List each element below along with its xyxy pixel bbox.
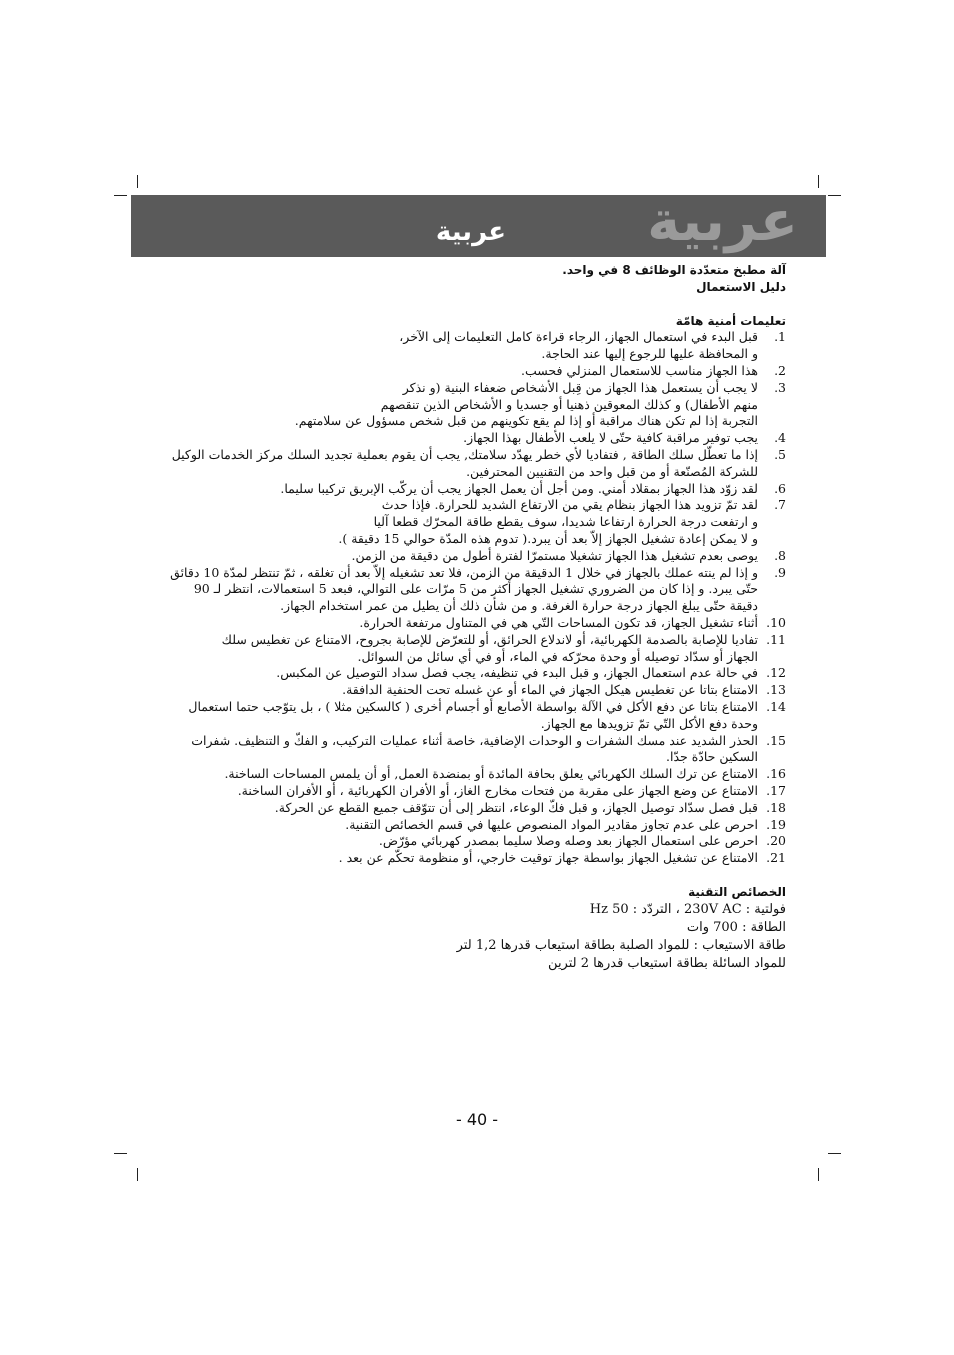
safety-item-number: 7. [774, 497, 786, 513]
safety-item [180, 682, 786, 699]
safety-item [170, 564, 786, 615]
safety-item-line: دقيقة حتّى يبلغ الجهاز درجة حرارة الغرفة. و من شأن ذلك أن يطيل من عمر استخدام الجهاز. [280, 598, 758, 614]
safety-item [180, 329, 786, 363]
safety-item-number: 4. [774, 430, 786, 446]
safety-item-number: 5. [774, 446, 786, 462]
safety-item-number: 18. [766, 799, 786, 815]
language-banner [131, 189, 826, 257]
crop-mark-bottom-left-h [114, 1153, 127, 1154]
safety-item [180, 817, 786, 834]
safety-item [180, 665, 786, 682]
safety-item-line: الامتناع عن وضع الجهاز على مقربة من فتحات مخارج الغاز، أو الأفران الكهربائية ، أو الأفران الساخنة. [237, 782, 758, 798]
safety-item-number: 1. [774, 329, 786, 345]
safety-item-line: الامتناع عن تشغيل الجهاز بواسطة جهاز توقيت خارجي، أو منظومة تحكّم عن بعد . [338, 850, 758, 866]
safety-item-text [180, 817, 758, 834]
banner-watermark: عربية [647, 189, 798, 254]
safety-item-line: للشركة المُصنّعة أو من قبل واحد من التقنيين المحترفين. [466, 463, 758, 479]
safety-item-text [180, 850, 758, 867]
safety-item-number: 2. [774, 362, 786, 378]
safety-item-line: و المحافظة عليها للرجوع إليها عند الحاجة. [541, 346, 758, 362]
safety-item-number: 12. [766, 665, 786, 681]
crop-mark-bottom-left [137, 1168, 138, 1181]
safety-item-text [180, 615, 758, 632]
safety-item-line: السكين حادّة جدّا. [666, 749, 758, 765]
safety-item-line: منهم الأطفال) و كذلك المعوقين ذهنيا أو جسديا و الأشخاص الذين تنقصهم [380, 396, 758, 412]
safety-item [180, 380, 786, 430]
product-line: آلة مطبخ متعدّدة الوظائف 8 في واحد. [562, 263, 786, 277]
safety-item [180, 800, 786, 817]
safety-item-text [180, 682, 758, 699]
safety-item-line: في حالة عدم استعمال الجهاز، و قبل البدء في تنظيفه، يجب فصل سداد التوصيل عن المكبس. [276, 665, 758, 681]
banner-title: عربية [435, 217, 506, 247]
safety-item-number: 14. [766, 698, 786, 714]
safety-item-line: الجهاز أو سدّاد توصيله أو وحدة محرّكه في الماء، أو في أي سائل من السوائل. [357, 648, 758, 664]
crop-mark-bottom-right-h [828, 1153, 841, 1154]
safety-item-line: قبل البدء في استعمال الجهاز، الرجاء قراءة كامل التعليمات إلى الآخر، [399, 329, 758, 345]
safety-item-line: أثناء تشغيل الجهاز، قد تكون المساحات التّي هي في المتناول مرتفعة الحرارة. [359, 614, 758, 630]
safety-item-line: الامتناع بتاتا عن دفع الأكل في الآلة بواسطة الأصابع أو أجسام أخرى ( كالسكين مثلا ) ، بل يتوّجب حتما استعمال [188, 698, 758, 714]
safety-item-number: 15. [766, 732, 786, 748]
safety-item-line: حتّى يبرد. و إذا كان من الضروري تشغيل الجهاز أكثر من 5 مرّات على التوالي، فبعد 5 استعمالات، انتظر لـ 90 [193, 581, 758, 597]
crop-mark-top-left [137, 175, 138, 188]
safety-item [180, 615, 786, 632]
safety-item [180, 850, 786, 867]
safety-item-line: تفاديا للإصابة بالصدمة الكهربائية، أو لاندلاع الحرائق، أو للتعرّض للإصابة بجروح، الامتناع عن تغطيس سلك [221, 631, 758, 647]
safety-item-text [180, 481, 758, 498]
safety-item-line: إذا ما تعطّل سلك الطاقة , فتفاديا لأي خطر يهدّد سلامتك, يجب أن يقوم بعملية تجديد السلك مركز الخدمات الوكيل [171, 446, 758, 462]
safety-item-number: 9. [774, 564, 786, 580]
safety-item-number: 11. [766, 631, 786, 647]
safety-item-number: 20. [766, 833, 786, 849]
safety-item [180, 497, 786, 547]
crop-mark-top-right-h [828, 195, 841, 196]
safety-item-text [180, 548, 758, 565]
safety-item-text [180, 380, 758, 430]
safety-item-line: التجربة إذا لم تكن هناك مراقبة أو إذا لم يقع تكوينهم من قبل شخص مسؤول عن سلامتهم. [294, 413, 758, 429]
safety-item-text [180, 497, 758, 547]
safety-item-line: احرص على عدم تجاوز مقادير المواد المنصوص عليها في قسم الخصائص التقنية. [345, 816, 758, 832]
safety-item [180, 548, 786, 565]
safety-item-number: 16. [766, 766, 786, 782]
safety-item-line: لا يجب أن يستعمل هذا الجهاز من قِبل الأشخاص ضعفاء البنية (و نذكر [402, 379, 758, 395]
safety-item-line: وحدة دفع الأكل التّي تمّ تزويدها مع الجهاز. [540, 715, 758, 731]
safety-item-line: قبل فصل سدّاد توصيل الجهاز، و قبل فكّ الوعاء، انتظر إلى أن تتوّقف جميع القطع عن الحركة. [274, 799, 758, 815]
safety-item-number: 8. [774, 547, 786, 563]
safety-item [180, 833, 786, 850]
specs-list [180, 901, 786, 973]
safety-item [180, 481, 786, 498]
safety-item-text [170, 565, 758, 615]
crop-mark-top-left-h [114, 195, 127, 196]
crop-mark-bottom-right [818, 1168, 819, 1181]
safety-item-line: لقد تمّ تزويد هذا الجهاز بنظام يقي من الارتفاع الشديد للحرارة. فإذا حدث [381, 497, 758, 513]
safety-item [171, 446, 786, 481]
safety-item-number: 10. [766, 614, 786, 630]
safety-item-line: و ارتفعت درجة الحرارة ارتفاعا شديدا، سوف يقطع طاقة المحرّك قطعا آليا [373, 514, 758, 530]
safety-item-text [180, 363, 758, 380]
safety-item [180, 632, 786, 666]
safety-item-line: الحذر الشديد عند مسك الشفرات و الوحدات الإضافية، خاصة أثناء عمليات التركيب، و الفكّ و التنظيف. شفرات [191, 732, 758, 748]
safety-item-text [180, 632, 758, 666]
spec-line: فولتية : 230V AC ، التردّد : 50 Hz [589, 901, 786, 917]
spec-line: الطاقة : 700 وات [686, 919, 786, 935]
safety-item-line: يجب توفير مراقبة كافية حتّى لا يلعب الأطفال بهذا الجهاز. [463, 430, 758, 446]
safety-item-line: لقد زوّد هذا الجهاز بمقلاد أمني. ومن أجل أن يعمل الجهاز يجب أن يركّب الإبريق تركيبا سليما. [280, 480, 758, 496]
safety-item-line: و لا يمكن إعادة تشغيل الجهاز إلاّ بعد أن يبرد.( تدوم هذه المدّة حوالي 15 دقيقة ). [338, 530, 758, 546]
safety-item-number: 6. [774, 480, 786, 496]
safety-item-line: الامتناع بتاتا عن تغطيس هيكل الجهاز في الماء أو عن غسله تحت الحنفية الدافقة. [342, 682, 758, 698]
manual-line: دليل الاستعمال [696, 279, 786, 294]
safety-title: تعليمات أمنية هامّة [675, 313, 786, 328]
specs-title: الخصائص التقنية [688, 884, 786, 899]
safety-item [180, 363, 786, 380]
safety-item-text [180, 329, 758, 363]
safety-item-line: يوصى بعدم تشغيل هذا الجهاز تشغيلا مستمرّا لفترة أطول من دقيقة من الزمن. [351, 547, 758, 563]
safety-item-number: 17. [766, 782, 786, 798]
safety-item [180, 699, 786, 733]
safety-item [180, 783, 786, 800]
safety-item-text [180, 699, 758, 733]
safety-item-text [180, 766, 758, 783]
safety-item-line: و إذا لم ينته عملك بالجهاز في خلال 1 الدقيقة من الزمن، فلا تعد تشغيله إلاّ بعد أن تغلقه ، ثمّ تنتظر لمدّة 10 دقائق [170, 564, 758, 580]
safety-item-text [180, 783, 758, 800]
safety-list [170, 329, 786, 867]
safety-item-line: هذا الجهاز مناسب للاستعمال المنزلي فحسب. [521, 362, 758, 378]
safety-item [180, 766, 786, 783]
safety-item-line: احرص على استعمال الجهاز بعد وصله وصلا سليما بمصدر كهربائي مؤرّض. [378, 833, 758, 849]
safety-item-text [172, 447, 758, 481]
safety-item-number: 13. [766, 682, 786, 698]
spec-line: للمواد السائلة بطاقة استيعاب قدرها 2 لترين [548, 955, 786, 971]
safety-item-text [180, 833, 758, 850]
safety-item-text [180, 800, 758, 817]
safety-item-text [180, 430, 758, 447]
spec-line: طاقة الاستيعاب : للمواد الصلبة بطاقة استيعاب قدرها 1,2 لتر [456, 937, 786, 953]
safety-item [180, 430, 786, 447]
safety-item-number: 19. [766, 816, 786, 832]
safety-item-text [180, 665, 758, 682]
page-number: - 40 - [455, 1110, 499, 1129]
safety-item-text [180, 733, 758, 767]
safety-item-number: 21. [766, 850, 786, 866]
safety-item [180, 733, 786, 767]
manual-content [170, 262, 786, 973]
safety-item-number: 3. [774, 379, 786, 395]
crop-mark-top-right [818, 175, 819, 188]
safety-item-line: الامتناع عن ترك السلك الكهربائي يعلق بحافة المائدة أو بمنضدة العمل, أو أن يلمس المساحات الساخنة. [224, 766, 758, 782]
